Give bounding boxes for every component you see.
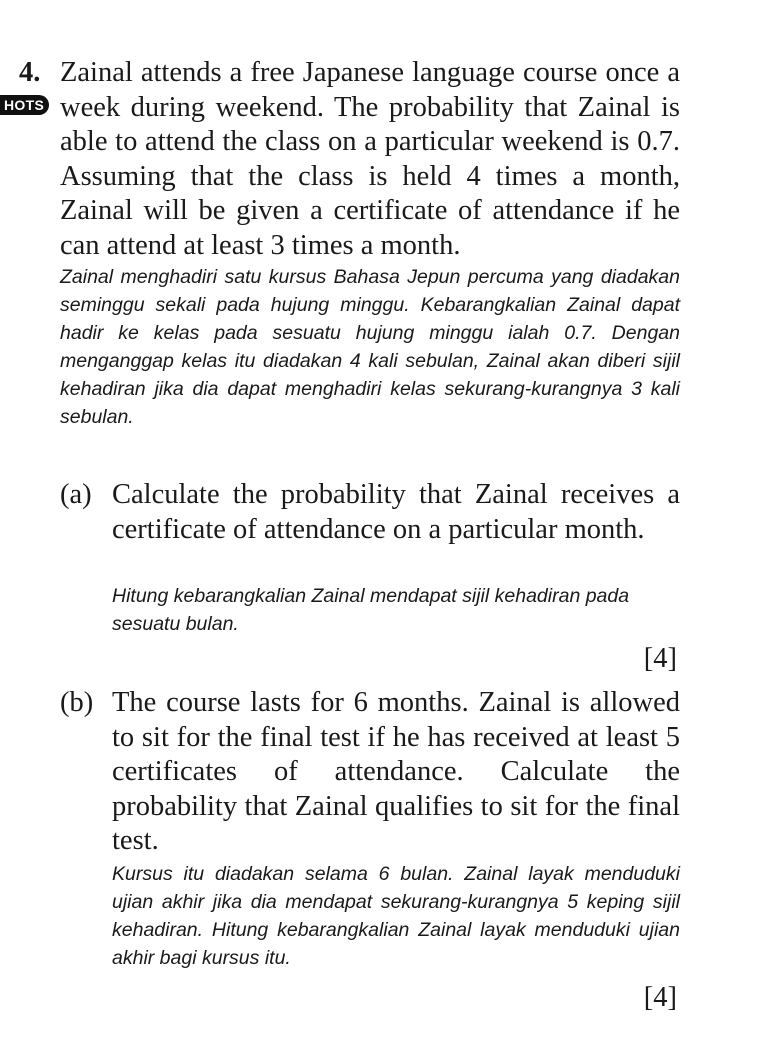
hots-badge: HOTS: [0, 95, 49, 115]
part-b-text-english: The course lasts for 6 months. Zainal is allowed to sit for the final test if he has received at least 5 certificates of attendance. Calculate the probability that Zainal qualifies to sit for the final test.: [112, 687, 680, 856]
part-b-text-malay: Kursus itu diadakan selama 6 bulan. Zainal layak menduduki ujian akhir jika dia mendapat sekurang-kurangnya 5 keping sijil kehadiran. Hitung kebarangkalian Zainal layak menduduki ujian akhir bagi kursus itu.: [112, 863, 680, 969]
question-stem-malay: Zainal menghadiri satu kursus Bahasa Jepun percuma yang diadakan seminggu sekali pada hujung minggu. Kebarangkalian Zainal dapat hadir ke kelas pada sesuatu hujung minggu ialah 0.7. Dengan menganggap kelas itu diadakan 4 kali sebulan, Zainal akan diberi sijil kehadiran jika dia dapat menghadiri kelas sekurang-kurangnya 3 kali sebulan.: [60, 266, 680, 428]
part-a-text-malay: Hitung kebarangkalian Zainal mendapat sijil kehadiran pada sesuatu bulan.: [112, 585, 630, 635]
question-number: 4.: [19, 57, 41, 88]
part-b-marks: [4]: [643, 982, 677, 1013]
part-a-marks: [4]: [643, 643, 677, 674]
part-b-label: (b): [60, 687, 94, 718]
part-a-label: (a): [60, 479, 92, 510]
part-a-text-english: Calculate the probability that Zainal receives a certificate of attendance on a particular month.: [112, 479, 680, 545]
question-stem-english: Zainal attends a free Japanese language course once a week during weekend. The probability that Zainal is able to attend the class on a particular weekend is 0.7. Assuming that the class is held 4 times a month, Zainal will be given a certificate of attendance if he can attend at least 3 times a month.: [60, 57, 680, 261]
